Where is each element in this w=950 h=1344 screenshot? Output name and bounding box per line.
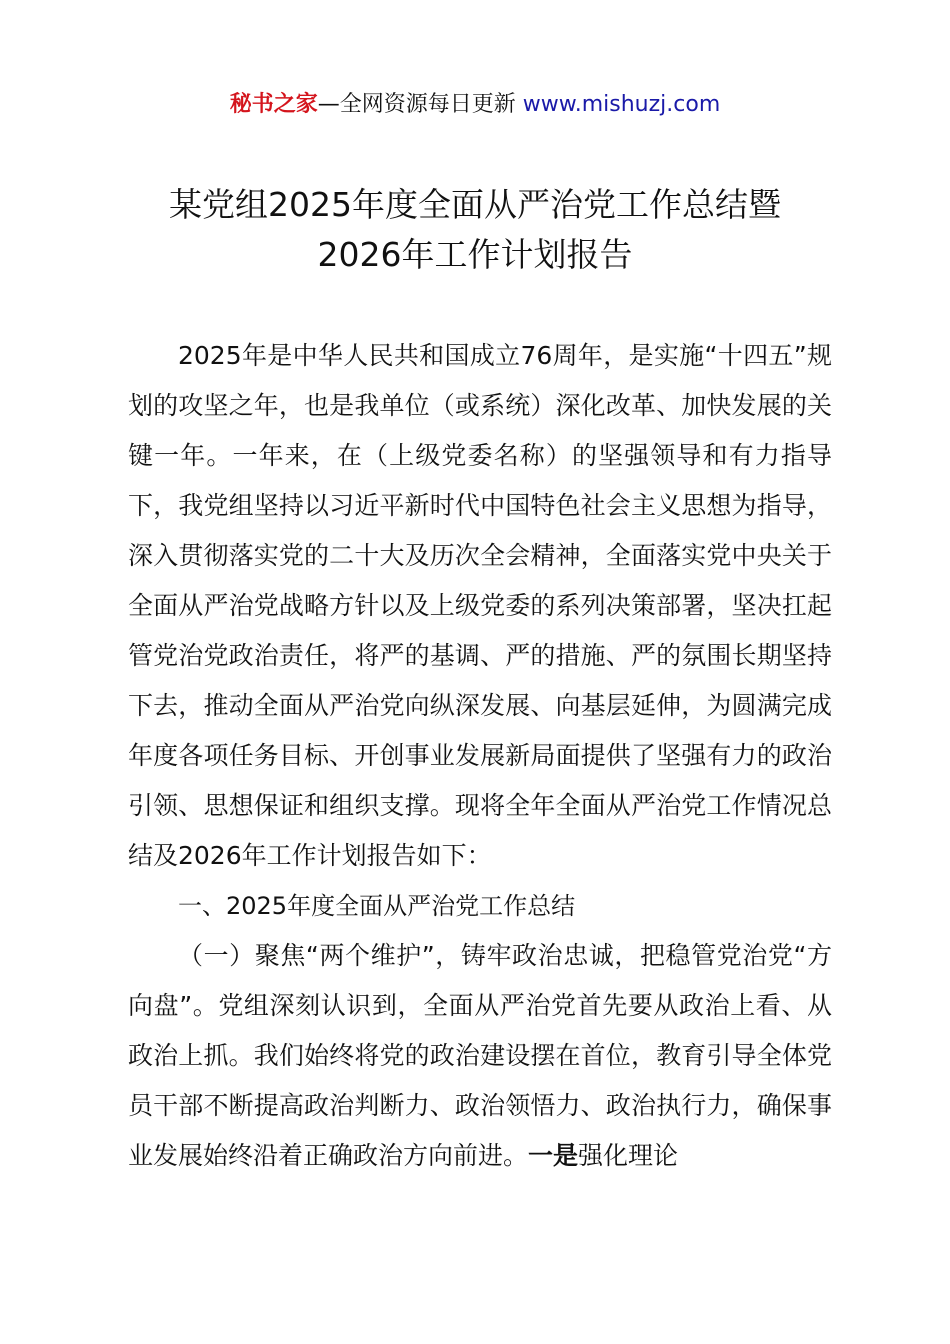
brand-name: 秘书之家 — [229, 92, 318, 117]
header-tagline: —全网资源每日更新 — [317, 92, 516, 117]
title-line-1: 某党组2025年度全面从严治党工作总结暨 — [169, 185, 781, 224]
subsection-text: （一）聚焦“两个维护”，铸牢政治忠诚，把稳管党治党“方向盘”。党组深刻认识到，全面从严治党首先要从政治上看、从政治上抓。我们始终将党的政治建设摆在首位，教育引导全体党员干部不断提高政治判断力、政治领悟力、政治执行力，确保事业发展始终沿着正确政治方向前进。 — [128, 941, 832, 1170]
subsection-paragraph — [128, 931, 832, 1181]
intro-paragraph: 2025年是中华人民共和国成立76周年，是实施“十四五”规划的攻坚之年，也是我单位（或系统）深化改革、加快发展的关键一年。一年来，在（上级党委名称）的坚强领导和有力指导下，我党组坚持以习近平新时代中国特色社会主义思想为指导，深入贯彻落实党的二十大及历次全会精神，全面落实党中央关于全面从严治党战略方针以及上级党委的系列决策部署，坚决扛起管党治党政治责任，将严的基调、严的措施、严的氛围长期坚持下去，推动全面从严治党向纵深发展、向基层延伸，为圆满完成年度各项任务目标、开创事业发展新局面提供了坚强有力的政治引领、思想保证和组织支撑。现将全年全面从严治党工作情况总结及2026年工作计划报告如下： — [128, 341, 832, 870]
section-heading: 一、2025年度全面从严治党工作总结 — [178, 892, 576, 920]
document-title — [80, 180, 870, 280]
title-line-2: 2026年工作计划报告 — [317, 235, 633, 274]
site-url-link[interactable]: www.mishuzj.com — [522, 92, 721, 117]
bold-marker: 一是 — [528, 1141, 579, 1170]
subsection-tail: 强化理论 — [578, 1141, 679, 1170]
site-header — [0, 88, 950, 122]
document-body — [128, 331, 832, 1181]
